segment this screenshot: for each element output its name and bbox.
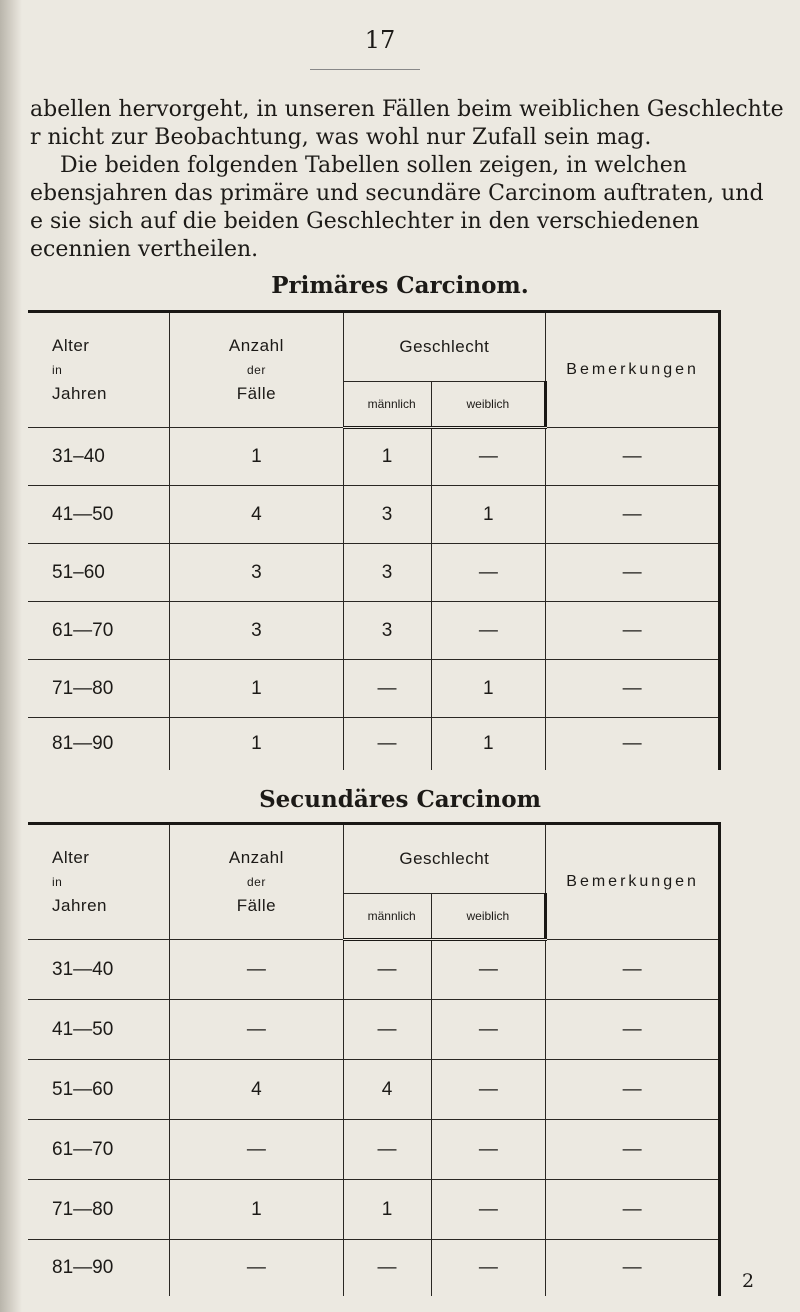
male-cell: —: [343, 1240, 431, 1296]
age-cell: 71—80: [28, 1180, 170, 1240]
female-cell: —: [431, 940, 546, 1000]
remarks-cell: —: [546, 486, 720, 544]
age-cell: 51–60: [28, 544, 170, 602]
header-remarks: Bemerkungen: [546, 824, 720, 940]
age-cell: 41—50: [28, 486, 170, 544]
male-cell: —: [343, 940, 431, 1000]
table-row: [28, 428, 720, 486]
page-binding-edge: [0, 0, 22, 1312]
header-count-line: Fälle: [236, 896, 277, 915]
header-sex: Geschlecht: [343, 824, 546, 894]
page-number: 17: [364, 26, 396, 54]
count-cell: —: [170, 940, 343, 1000]
header-count: [170, 312, 343, 428]
remarks-cell: —: [546, 940, 720, 1000]
secondary-table-title: Secundäres Carcinom: [259, 786, 541, 813]
count-cell: 1: [170, 428, 343, 486]
male-cell: 4: [343, 1060, 431, 1120]
male-cell: —: [343, 660, 431, 718]
header-sex: Geschlecht: [343, 312, 546, 382]
count-cell: 1: [170, 718, 343, 770]
remarks-cell: —: [546, 602, 720, 660]
count-cell: 3: [170, 602, 343, 660]
table-row: [28, 1060, 720, 1120]
header-age: [28, 312, 170, 428]
header-age-line: in: [52, 875, 63, 889]
male-cell: 3: [343, 544, 431, 602]
remarks-cell: —: [546, 1060, 720, 1120]
page-number-underline: [310, 69, 420, 70]
remarks-cell: —: [546, 1000, 720, 1060]
header-count-line: Fälle: [236, 384, 277, 403]
female-cell: —: [431, 1240, 546, 1296]
remarks-cell: —: [546, 1240, 720, 1296]
header-male: männlich: [343, 894, 431, 940]
header-age: [28, 824, 170, 940]
male-cell: —: [343, 718, 431, 770]
age-cell: 71—80: [28, 660, 170, 718]
female-cell: —: [431, 1180, 546, 1240]
header-count: [170, 824, 343, 940]
intro-line: Die beiden folgenden Tabellen sollen zeigen, in welchen: [60, 153, 687, 178]
table-row: [28, 940, 720, 1000]
count-cell: 4: [170, 1060, 343, 1120]
table-row: [28, 1000, 720, 1060]
male-cell: —: [343, 1120, 431, 1180]
header-age-line: Alter: [52, 848, 90, 867]
male-cell: —: [343, 1000, 431, 1060]
count-cell: —: [170, 1000, 343, 1060]
age-cell: 31–40: [28, 428, 170, 486]
female-cell: —: [431, 544, 546, 602]
header-count-line: der: [246, 875, 266, 889]
female-cell: —: [431, 1000, 546, 1060]
header-female: weiblich: [431, 894, 546, 940]
intro-line: e sie sich auf die beiden Geschlechter in den verschiedenen: [30, 209, 700, 234]
count-cell: 4: [170, 486, 343, 544]
count-cell: 1: [170, 660, 343, 718]
secondary-carcinoma-table: [28, 822, 721, 1296]
remarks-cell: —: [546, 660, 720, 718]
header-count-line: Anzahl: [228, 336, 284, 355]
count-cell: 3: [170, 544, 343, 602]
table-row: [28, 602, 720, 660]
remarks-cell: —: [546, 1180, 720, 1240]
header-male: männlich: [343, 382, 431, 428]
age-cell: 61—70: [28, 602, 170, 660]
header-remarks: Bemerkungen: [546, 312, 720, 428]
age-cell: 81—90: [28, 1240, 170, 1296]
age-cell: 31—40: [28, 940, 170, 1000]
intro-line: abellen hervorgeht, in unseren Fällen beim weiblichen Geschlechte: [30, 97, 784, 122]
count-cell: —: [170, 1240, 343, 1296]
intro-line: r nicht zur Beobachtung, was wohl nur Zufall sein mag.: [30, 125, 652, 150]
table-row: [28, 486, 720, 544]
count-cell: —: [170, 1120, 343, 1180]
table-row: [28, 1120, 720, 1180]
female-cell: —: [431, 428, 546, 486]
remarks-cell: —: [546, 718, 720, 770]
header-age-line: Jahren: [52, 384, 107, 403]
count-cell: 1: [170, 1180, 343, 1240]
header-age-line: Jahren: [52, 896, 107, 915]
signature-mark: 2: [742, 1270, 755, 1292]
header-female: weiblich: [431, 382, 546, 428]
female-cell: 1: [431, 660, 546, 718]
female-cell: 1: [431, 486, 546, 544]
male-cell: 1: [343, 1180, 431, 1240]
age-cell: 81—90: [28, 718, 170, 770]
female-cell: —: [431, 1060, 546, 1120]
age-cell: 51—60: [28, 1060, 170, 1120]
male-cell: 3: [343, 486, 431, 544]
remarks-cell: —: [546, 428, 720, 486]
table-row: [28, 718, 720, 770]
age-cell: 61—70: [28, 1120, 170, 1180]
female-cell: 1: [431, 718, 546, 770]
table-row: [28, 660, 720, 718]
table-row: [28, 1180, 720, 1240]
header-count-line: Anzahl: [228, 848, 284, 867]
remarks-cell: —: [546, 544, 720, 602]
primary-carcinoma-table: [28, 310, 721, 770]
female-cell: —: [431, 1120, 546, 1180]
header-age-line: Alter: [52, 336, 90, 355]
female-cell: —: [431, 602, 546, 660]
male-cell: 3: [343, 602, 431, 660]
intro-line: ebensjahren das primäre und secundäre Carcinom auftraten, und: [30, 181, 764, 206]
age-cell: 41—50: [28, 1000, 170, 1060]
male-cell: 1: [343, 428, 431, 486]
header-age-line: in: [52, 363, 63, 377]
primary-table-title: Primäres Carcinom.: [271, 272, 529, 299]
remarks-cell: —: [546, 1120, 720, 1180]
table-row: [28, 544, 720, 602]
table-row: [28, 1240, 720, 1296]
header-count-line: der: [246, 363, 266, 377]
intro-line: ecennien vertheilen.: [30, 237, 259, 262]
